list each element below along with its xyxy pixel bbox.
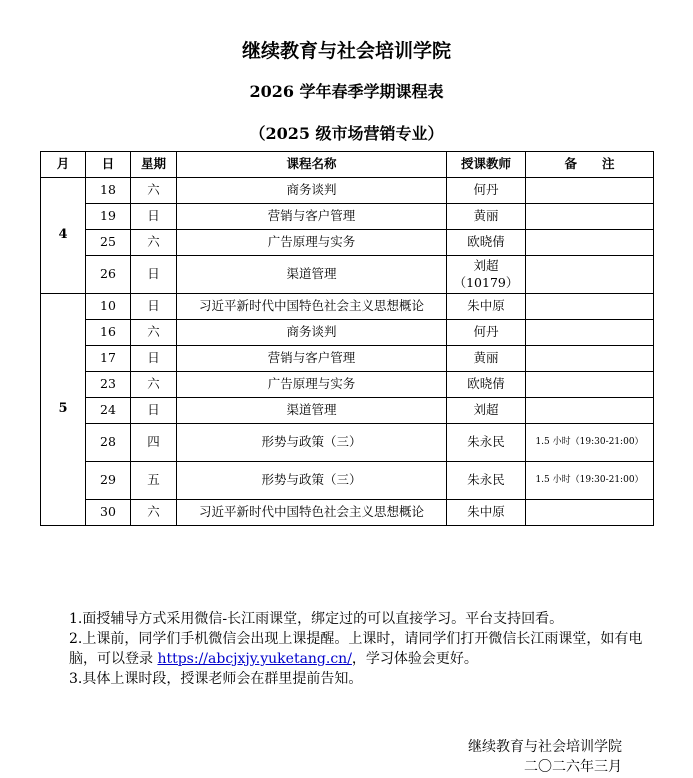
teacher-name: 黄丽 bbox=[473, 208, 499, 224]
col-header-day: 日 bbox=[86, 152, 131, 178]
note-3: 3.具体上课时段，授课老师会在群里提前告知。 bbox=[69, 671, 363, 687]
table-row bbox=[41, 178, 654, 204]
note-cell bbox=[526, 372, 654, 398]
teacher-name: 何丹 bbox=[473, 182, 499, 198]
course-cell: 形势与政策（三） bbox=[177, 462, 447, 500]
course-cell: 习近平新时代中国特色社会主义思想概论 bbox=[177, 500, 447, 526]
course-cell: 广告原理与实务 bbox=[177, 372, 447, 398]
teacher-cell bbox=[447, 294, 526, 320]
day-cell: 25 bbox=[86, 230, 131, 256]
day-cell: 10 bbox=[86, 294, 131, 320]
teacher-cell bbox=[447, 204, 526, 230]
table-row bbox=[41, 204, 654, 230]
day-cell: 28 bbox=[86, 424, 131, 462]
weekday-cell: 六 bbox=[131, 500, 177, 526]
note-cell bbox=[526, 178, 654, 204]
weekday-cell: 日 bbox=[131, 398, 177, 424]
teacher-cell bbox=[447, 372, 526, 398]
notes-section bbox=[69, 609, 645, 689]
major-subtitle: （2025 级市场营销专业） bbox=[249, 124, 444, 143]
table-row bbox=[41, 500, 654, 526]
course-cell: 习近平新时代中国特色社会主义思想概论 bbox=[177, 294, 447, 320]
note-cell: 1.5 小时（19:30-21:00） bbox=[526, 462, 654, 500]
teacher-name: 黄丽 bbox=[473, 350, 499, 366]
day-cell: 18 bbox=[86, 178, 131, 204]
teacher-cell bbox=[447, 424, 526, 462]
note-cell bbox=[526, 256, 654, 294]
note-cell bbox=[526, 500, 654, 526]
note-2-tail: ，学习体验会更好。 bbox=[351, 651, 478, 667]
weekday-cell: 六 bbox=[131, 372, 177, 398]
col-header-note: 备 注 bbox=[526, 152, 654, 178]
table-row bbox=[41, 462, 654, 500]
note-cell bbox=[526, 346, 654, 372]
teacher-name: 朱中原 bbox=[467, 298, 505, 314]
note-cell: 1.5 小时（19:30-21:00） bbox=[526, 424, 654, 462]
course-cell: 商务谈判 bbox=[177, 178, 447, 204]
day-cell: 16 bbox=[86, 320, 131, 346]
teacher-cell bbox=[447, 462, 526, 500]
teacher-name: 欧晓倩 bbox=[467, 234, 505, 250]
footer-institution: 继续教育与社会培训学院 bbox=[468, 739, 622, 755]
course-cell: 营销与客户管理 bbox=[177, 204, 447, 230]
teacher-cell bbox=[447, 398, 526, 424]
weekday-cell: 四 bbox=[131, 424, 177, 462]
teacher-cell bbox=[447, 500, 526, 526]
weekday-cell: 日 bbox=[131, 294, 177, 320]
table-row bbox=[41, 346, 654, 372]
weekday-cell: 六 bbox=[131, 178, 177, 204]
weekday-cell: 六 bbox=[131, 320, 177, 346]
term-title: 2026 学年春季学期课程表 bbox=[249, 82, 444, 101]
day-cell: 17 bbox=[86, 346, 131, 372]
table-row bbox=[41, 398, 654, 424]
course-cell: 商务谈判 bbox=[177, 320, 447, 346]
month-cell: 4 bbox=[41, 178, 86, 294]
teacher-cell bbox=[447, 230, 526, 256]
weekday-cell: 日 bbox=[131, 346, 177, 372]
day-cell: 23 bbox=[86, 372, 131, 398]
month-cell: 5 bbox=[41, 294, 86, 526]
footer-date: 二〇二六年三月 bbox=[524, 759, 622, 775]
teacher-name: 何丹 bbox=[473, 324, 499, 340]
table-header-row bbox=[41, 152, 654, 178]
teacher-name: 刘超 bbox=[473, 402, 499, 418]
course-cell: 渠道管理 bbox=[177, 256, 447, 294]
col-header-teacher: 授课教师 bbox=[447, 152, 526, 178]
table-row bbox=[41, 256, 654, 294]
day-cell: 24 bbox=[86, 398, 131, 424]
note-2-text: 2.上课前，同学们手机微信会出现上课提醒。上课时，请同学们打开微信长江雨课堂，如有电脑，可以登录 bbox=[69, 631, 643, 667]
note-2 bbox=[69, 629, 645, 669]
weekday-cell: 六 bbox=[131, 230, 177, 256]
teacher-id: （10179） bbox=[453, 274, 519, 290]
teacher-cell bbox=[447, 320, 526, 346]
day-cell: 30 bbox=[86, 500, 131, 526]
course-cell: 营销与客户管理 bbox=[177, 346, 447, 372]
teacher-name: 朱中原 bbox=[467, 504, 505, 520]
note-cell bbox=[526, 320, 654, 346]
table-row bbox=[41, 372, 654, 398]
weekday-cell: 日 bbox=[131, 204, 177, 230]
day-cell: 19 bbox=[86, 204, 131, 230]
course-cell: 广告原理与实务 bbox=[177, 230, 447, 256]
day-cell: 26 bbox=[86, 256, 131, 294]
note-cell bbox=[526, 294, 654, 320]
table-row bbox=[41, 320, 654, 346]
weekday-cell: 日 bbox=[131, 256, 177, 294]
schedule-body bbox=[41, 178, 654, 526]
col-header-weekday: 星期 bbox=[131, 152, 177, 178]
teacher-name: 朱永民 bbox=[467, 434, 505, 450]
teacher-cell bbox=[447, 178, 526, 204]
note-1: 1.面授辅导方式采用微信-长江雨课堂，绑定过的可以直接学习。平台支持回看。 bbox=[69, 611, 564, 627]
day-cell: 29 bbox=[86, 462, 131, 500]
teacher-name: 刘超 bbox=[473, 258, 499, 274]
col-header-month: 月 bbox=[41, 152, 86, 178]
course-cell: 渠道管理 bbox=[177, 398, 447, 424]
teacher-name: 朱永民 bbox=[467, 472, 505, 488]
table-row bbox=[41, 294, 654, 320]
table-row bbox=[41, 230, 654, 256]
note-cell bbox=[526, 230, 654, 256]
schedule-table bbox=[40, 151, 654, 526]
course-cell: 形势与政策（三） bbox=[177, 424, 447, 462]
note-cell bbox=[526, 398, 654, 424]
teacher-cell bbox=[447, 346, 526, 372]
table-row bbox=[41, 424, 654, 462]
weekday-cell: 五 bbox=[131, 462, 177, 500]
yuketang-link[interactable]: https://abcjxjy.yuketang.cn/ bbox=[157, 651, 352, 667]
institution-title: 继续教育与社会培训学院 bbox=[241, 40, 451, 62]
note-cell bbox=[526, 204, 654, 230]
teacher-cell bbox=[447, 256, 526, 294]
col-header-course: 课程名称 bbox=[177, 152, 447, 178]
teacher-name: 欧晓倩 bbox=[467, 376, 505, 392]
